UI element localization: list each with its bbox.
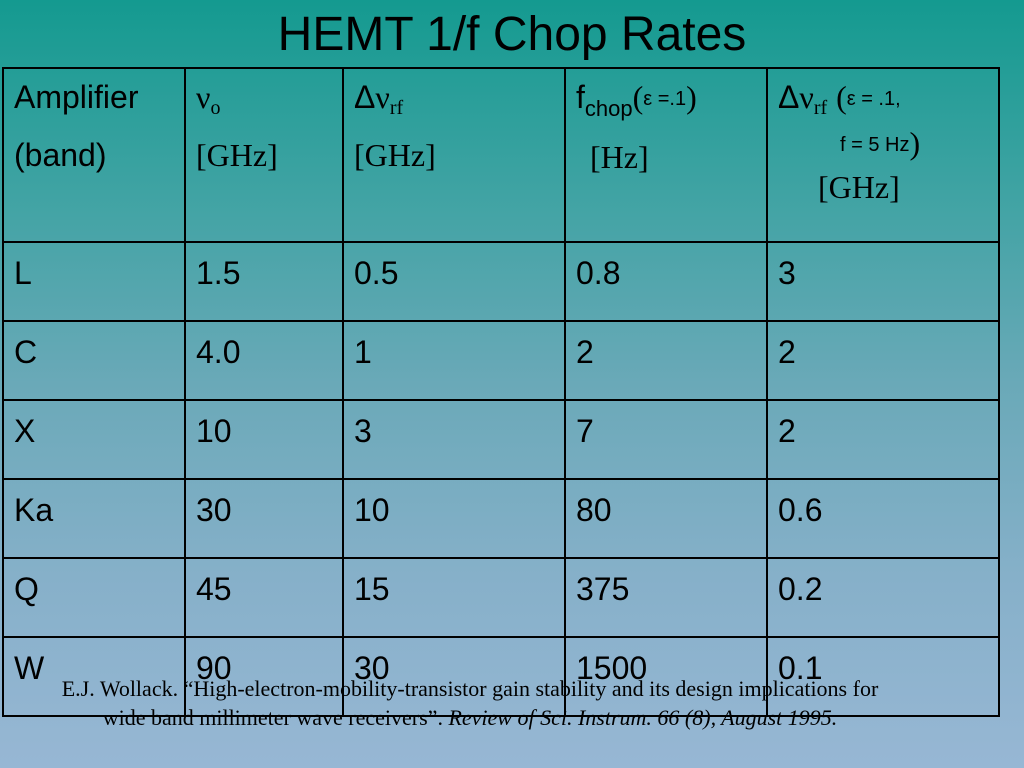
header-nu0-unit: [GHz] xyxy=(196,137,278,173)
header-row xyxy=(3,68,999,242)
open-paren: ( xyxy=(632,79,644,115)
header-amplifier-line1: Amplifier xyxy=(14,79,139,115)
cell-band: C xyxy=(3,321,185,400)
cell-dnu2: 0.1 xyxy=(767,637,999,716)
table-row xyxy=(3,242,999,321)
header-dnu2-symbol xyxy=(778,77,998,119)
nu-symbol: ν xyxy=(196,79,211,115)
epsilon-condition: ε =.1 xyxy=(643,88,687,110)
cell-dnu: 3 xyxy=(343,400,565,479)
table-row xyxy=(3,400,999,479)
frequency-condition: f = 5 Hz xyxy=(840,134,910,156)
chop-rates-table xyxy=(2,67,1000,717)
table-row xyxy=(3,321,999,400)
cell-band: L xyxy=(3,242,185,321)
cell-dnu2: 3 xyxy=(767,242,999,321)
open-paren: ( xyxy=(836,79,847,115)
close-paren: ) xyxy=(686,79,697,115)
table-row xyxy=(3,479,999,558)
cell-band: Ka xyxy=(3,479,185,558)
cell-fchop: 375 xyxy=(565,558,767,637)
f-symbol: f xyxy=(576,79,585,115)
rf-subscript: rf xyxy=(813,97,828,119)
header-amplifier-line2: (band) xyxy=(14,137,107,173)
cell-fchop: 2 xyxy=(565,321,767,400)
cell-dnu: 1 xyxy=(343,321,565,400)
table-row xyxy=(3,558,999,637)
cell-fchop: 0.8 xyxy=(565,242,767,321)
cell-dnu: 0.5 xyxy=(343,242,565,321)
nu-symbol: ν xyxy=(799,79,814,115)
nu0-subscript: o xyxy=(210,97,221,119)
citation-text: E.J. Wollack. “High-electron-mobility-transistor gain stability and its design implications for wide band millimeter wave receivers”. xyxy=(61,676,879,730)
header-dnu2-frequency xyxy=(778,123,998,165)
cell-dnu2: 0.6 xyxy=(767,479,999,558)
rf-subscript: rf xyxy=(389,97,404,119)
chop-subscript: chop xyxy=(584,96,633,121)
header-nu0 xyxy=(185,68,343,242)
header-nu0-symbol xyxy=(196,77,342,117)
cell-fchop: 80 xyxy=(565,479,767,558)
cell-fchop: 7 xyxy=(565,400,767,479)
cell-nu0: 1.5 xyxy=(185,242,343,321)
header-dnu-unit: [GHz] xyxy=(354,137,436,173)
cell-nu0: 10 xyxy=(185,400,343,479)
header-amplifier xyxy=(3,68,185,242)
header-fchop xyxy=(565,68,767,242)
citation xyxy=(40,674,900,732)
header-dnu2-unit: [GHz] xyxy=(818,169,900,205)
header-dnu-symbol xyxy=(354,77,564,117)
epsilon-condition: ε = .1, xyxy=(846,88,901,110)
cell-dnu2: 2 xyxy=(767,321,999,400)
slide-title: HEMT 1/f Chop Rates xyxy=(277,8,747,61)
delta-symbol: Δ xyxy=(354,79,376,115)
cell-dnu2: 2 xyxy=(767,400,999,479)
table-body xyxy=(3,68,999,716)
citation-journal: Review of Sci. Instrum. 66 (8), August 1995. xyxy=(448,705,838,730)
cell-band: X xyxy=(3,400,185,479)
close-paren: ) xyxy=(909,125,921,161)
cell-band: Q xyxy=(3,558,185,637)
header-dnu2 xyxy=(767,68,999,242)
cell-fchop: 1500 xyxy=(565,637,767,716)
cell-nu0: 45 xyxy=(185,558,343,637)
cell-dnu: 30 xyxy=(343,637,565,716)
nu-symbol: ν xyxy=(375,79,390,115)
cell-dnu: 10 xyxy=(343,479,565,558)
delta-symbol: Δ xyxy=(778,79,800,115)
header-fchop-symbol xyxy=(576,77,766,119)
header-fchop-unit: [Hz] xyxy=(590,139,649,175)
cell-band: W xyxy=(3,637,185,716)
header-dnu xyxy=(343,68,565,242)
cell-dnu: 15 xyxy=(343,558,565,637)
cell-dnu2: 0.2 xyxy=(767,558,999,637)
cell-nu0: 90 xyxy=(185,637,343,716)
cell-nu0: 4.0 xyxy=(185,321,343,400)
cell-nu0: 30 xyxy=(185,479,343,558)
